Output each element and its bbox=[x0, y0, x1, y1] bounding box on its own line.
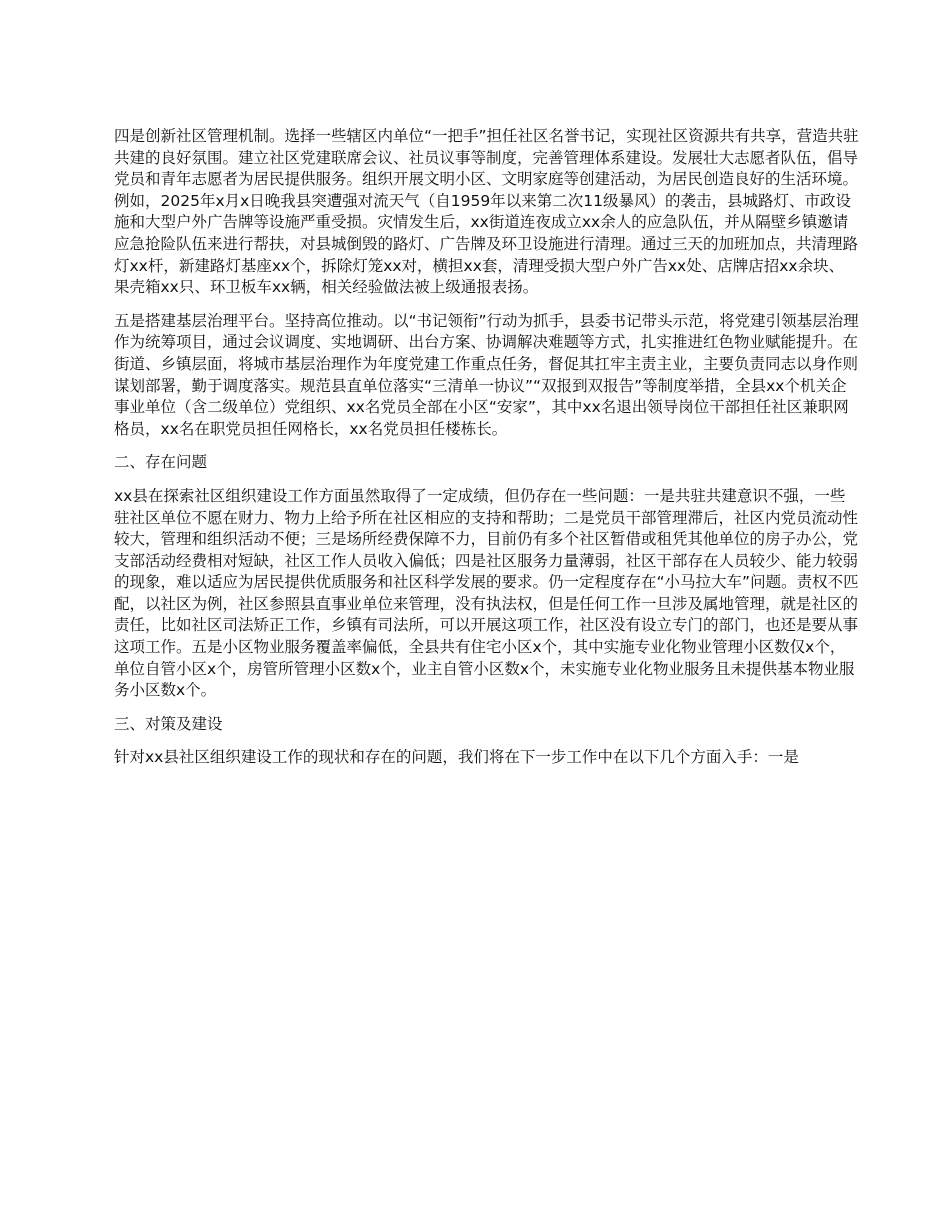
section-heading-countermeasures: 三、对策及建设 bbox=[114, 714, 223, 733]
paragraph-grassroots-governance-platform: 五是搭建基层治理平台。坚持高位推动。以“书记领衔”行动为抓手，县委书记带头示范，将党建引领基层治理作为统筹项目，通过会议调度、实地调研、出台方案、协调解决难题等方式，扎实推进红色物业赋能提升。在街道、乡镇层面，将城市基层治理作为年度党建工作重点任务，督促其扛牢主责主业，主要负责同志以身作则谋划部署，勤于调度落实。规范县直单位落实“三清单一协议”“双报到双报告”等制度举措，全县xx个机关企事业单位（含二级单位）党组织、xx名党员全部在小区“安家”，其中xx名退出领导岗位干部担任社区兼职网格员，xx名在职党员担任网格长，xx名党员担任楼栋长。 bbox=[114, 311, 859, 438]
paragraph-existing-problems: xx县在探索社区组织建设工作方面虽然取得了一定成绩，但仍存在一些问题：一是共驻共建意识不强，一些驻社区单位不愿在财力、物力上给予所在社区相应的支持和帮助；二是党员干部管理滞后，社区内党员流动性较大，管理和组织活动不便；三是场所经费保障不力，目前仍有多个社区暂借或租凭其他单位的房子办公，党支部活动经费相对短缺，社区工作人员收入偏低；四是社区服务力量薄弱，社区干部存在人员较少、能力较弱的现象，难以适应为居民提供优质服务和社区科学发展的要求。仍一定程度存在“小马拉大车”问题。责权不匹配，以社区为例，社区参照县直事业单位来管理，没有执法权，但是任何工作一旦涉及属地管理，就是社区的责任，比如社区司法矫正工作，乡镇有司法所，可以开展这项工作，社区没有设立专门的部门，也还是要从事这项工作。五是小区物业服务覆盖率偏低，全县共有住宅小区x个，其中实施专业化物业管理小区数仅x个，单位自管小区x个，房管所管理小区数x个，业主自管小区数x个，未实施专业化物业服务且未提供基本物业服务小区数x个。 bbox=[114, 486, 859, 700]
paragraph-countermeasures-intro: 针对xx县社区组织建设工作的现状和存在的问题，我们将在下一步工作中在以下几个方面入手：一是 bbox=[114, 748, 799, 767]
section-heading-existing-problems: 二、存在问题 bbox=[114, 453, 208, 472]
document-page bbox=[114, 126, 859, 781]
paragraph-community-management-mechanism: 四是创新社区管理机制。选择一些辖区内单位“一把手”担任社区名誉书记，实现社区资源共有共享，营造共驻共建的良好氛围。建立社区党建联席会议、社员议事等制度，完善管理体系建设。发展壮大志愿者队伍，倡导党员和青年志愿者为居民提供服务。组织开展文明小区、文明家庭等创建活动，为居民创造良好的生活环境。例如，2025年x月x日晚我县突遭强对流天气（自1959年以来第二次11级暴风）的袭击，县城路灯、市政设施和大型户外广告牌等设施严重受损。灾情发生后，xx街道连夜成立xx余人的应急队伍，并从隔壁乡镇邀请应急抢险队伍来进行帮扶，对县城倒毁的路灯、广告牌及环卫设施进行清理。通过三天的加班加点，共清理路灯xx杆，新建路灯基座xx个，拆除灯笼xx对，横担xx套，清理受损大型户外广告xx处、店牌店招xx余块、果壳箱xx只、环卫板车xx辆，相关经验做法被上级通报表扬。 bbox=[114, 127, 859, 297]
